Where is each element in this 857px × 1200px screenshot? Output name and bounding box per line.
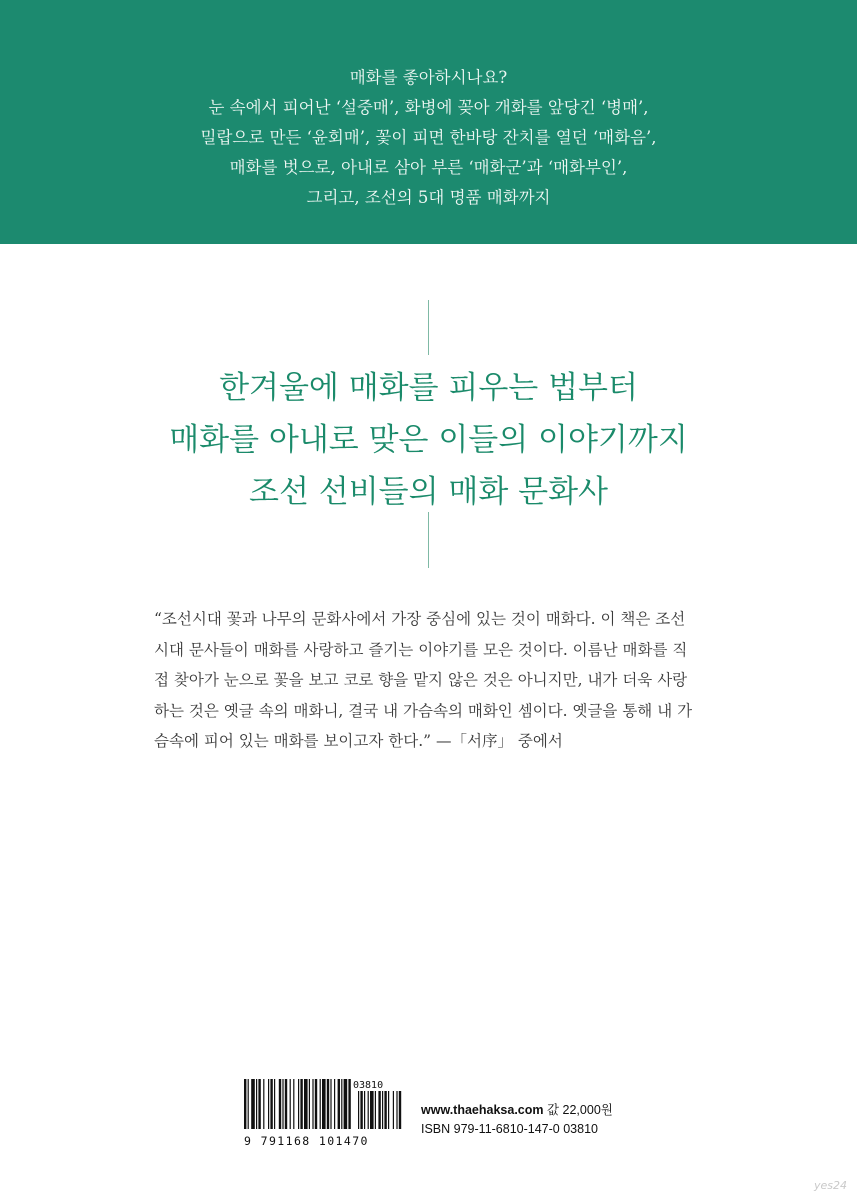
banner-line: 매화를 좋아하시나요? (349, 68, 508, 87)
barcode-bar (285, 1079, 287, 1129)
quote-line: 하는 것은 옛글 속의 매화니, 결국 내 가슴속의 매화인 셈이다. 옛글을 통해 내 가 (154, 701, 693, 720)
barcode-bar (293, 1079, 294, 1129)
barcode-bar (338, 1079, 340, 1129)
quote-line: 슴속에 피어 있는 매화를 보이고자 한다.” —「서序」 중에서 (154, 732, 563, 750)
headline-line: 매화를 아내로 맞은 이들의 이야기까지 (169, 422, 688, 458)
barcode-bar (315, 1079, 317, 1129)
headline-line: 한겨울에 매화를 피우는 법부터 (219, 370, 638, 406)
watermark: yes24 (813, 1179, 847, 1192)
barcode-bar (279, 1079, 281, 1129)
barcode-addon-bar (368, 1091, 369, 1129)
barcode-bar (322, 1079, 326, 1129)
banner-line: 밀랍으로 만든 ‘윤회매’, 꽃이 피면 한바탕 잔치를 열던 ‘매화음’, (200, 128, 657, 147)
barcode-bar (298, 1079, 299, 1129)
barcode-bar (327, 1079, 329, 1129)
barcode-graphic (238, 1077, 416, 1133)
barcode-addon-bar (399, 1091, 401, 1129)
barcode-bar (334, 1079, 335, 1129)
barcode-bar (290, 1079, 291, 1129)
barcode-bar (300, 1079, 302, 1129)
barcode-addon-digits: 03810 (353, 1080, 384, 1091)
barcode-bar (274, 1079, 275, 1129)
barcode-bar (270, 1079, 272, 1129)
banner-text (0, 63, 857, 213)
barcode-addon-bar (393, 1091, 394, 1129)
barcode-bar (320, 1079, 321, 1129)
quote-line: 시대 문사들이 매화를 사랑하고 즐기는 이야기를 모은 것이다. 이름난 매화를 직 (154, 640, 688, 659)
headline (0, 362, 857, 518)
barcode-bar (282, 1079, 283, 1129)
barcode-addon-bar (358, 1091, 359, 1129)
barcode-bar (341, 1079, 342, 1129)
barcode-bar (268, 1079, 269, 1129)
banner-line: 그리고, 조선의 5대 명품 매화까지 (306, 188, 551, 207)
divider-line-bottom (428, 512, 429, 568)
top-banner (0, 0, 857, 244)
publisher-website: www.thaehaksa.com (421, 1103, 544, 1117)
barcode-addon-bar (396, 1091, 397, 1129)
barcode-addon-bar (388, 1091, 389, 1129)
barcode-bar (248, 1079, 249, 1129)
barcode-bar (348, 1079, 350, 1129)
banner-line: 매화를 벗으로, 아내로 삼아 부른 ‘매화군’과 ‘매화부인’, (229, 158, 628, 177)
isbn-text: ISBN 979-11-6810-147-0 03810 (421, 1122, 598, 1136)
barcode-bar (344, 1079, 348, 1129)
barcode-bar (258, 1079, 260, 1129)
barcode-bar (256, 1079, 257, 1129)
preface-quote (154, 604, 714, 757)
banner-line: 눈 속에서 피어난 ‘설중매’, 화병에 꽂아 개화를 앞당긴 ‘병매’, (208, 98, 649, 117)
barcode-bar (304, 1079, 308, 1129)
quote-line: 접 찾아가 눈으로 꽃을 보고 코로 향을 맡지 않은 것은 아니지만, 내가 더욱 사랑 (154, 671, 688, 689)
barcode-bar (244, 1079, 246, 1129)
barcode-addon-bar (364, 1091, 365, 1129)
quote-line: “조선시대 꽃과 나무의 문화사에서 가장 중심에 있는 것이 매화다. 이 책은 조선 (154, 610, 686, 628)
barcode-bar (263, 1079, 264, 1129)
barcode-addon-bar (375, 1091, 376, 1129)
headline-line: 조선 선비들의 매화 문화사 (249, 474, 608, 510)
barcode-addon-bar (370, 1091, 374, 1129)
barcode-bar (309, 1079, 310, 1129)
divider-line-top (428, 300, 429, 355)
barcode-bar (312, 1079, 313, 1129)
price: 값 22,000원 (546, 1103, 613, 1117)
barcode-addon-bar (378, 1091, 380, 1129)
barcode-bar (330, 1079, 331, 1129)
barcode-bar (251, 1079, 255, 1129)
barcode-main-digits: 9 791168 101470 (244, 1134, 369, 1148)
barcode-addon-bar (360, 1091, 362, 1129)
publisher-info (421, 1101, 613, 1139)
isbn-barcode (238, 1077, 416, 1133)
barcode-addon-bar (382, 1091, 383, 1129)
barcode-addon-bar (384, 1091, 386, 1129)
